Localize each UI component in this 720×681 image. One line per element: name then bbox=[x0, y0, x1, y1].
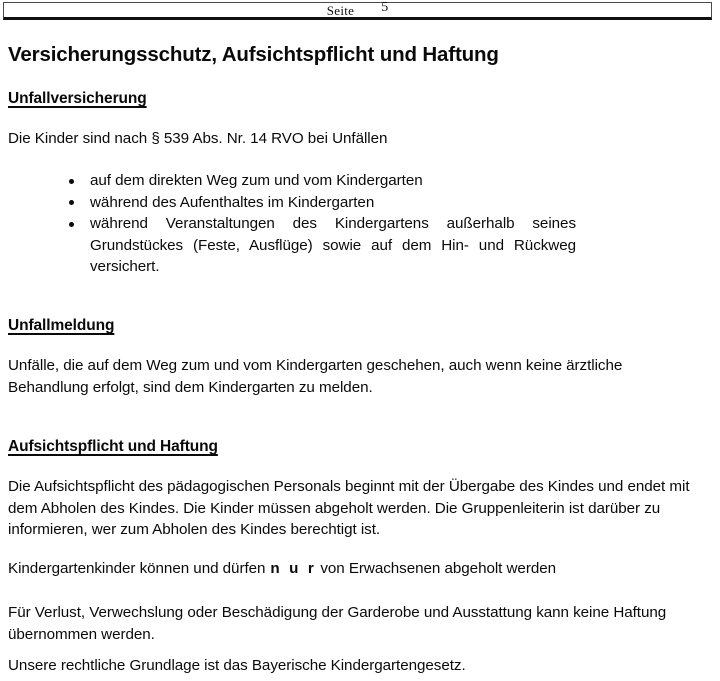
page-title: Versicherungsschutz, Aufsichtspflicht und Haftung bbox=[8, 43, 499, 66]
list-item-label: während des Aufenthaltes im Kindergarten bbox=[90, 193, 375, 211]
list-item bbox=[8, 170, 588, 192]
section-heading-unfallversicherung: Unfallversicherung bbox=[8, 90, 147, 107]
page-header-label: Seite bbox=[326, 2, 355, 18]
bullet-dot-icon bbox=[69, 179, 74, 184]
page-header-box bbox=[3, 2, 712, 20]
paragraph-unfallversicherung-intro: Die Kinder sind nach § 539 Abs. Nr. 14 RVO bei Unfällen bbox=[8, 130, 388, 147]
paragraph-nur-before: Kindergartenkinder können und dürfen bbox=[8, 560, 266, 577]
paragraph-nur-abholung bbox=[8, 558, 708, 580]
emphasis-nur: n u r bbox=[270, 560, 317, 577]
page-number: 5 bbox=[381, 0, 389, 15]
paragraph-rechtliche-grundlage: Unsere rechtliche Grundlage ist das Bayerische Kindergartengesetz. bbox=[8, 657, 466, 674]
list-item-label: auf dem direkten Weg zum und vom Kindergarten bbox=[90, 172, 423, 189]
page-header-content bbox=[4, 0, 711, 18]
list-item-label: während Veranstaltungen des Kindergartens außerhalb seines Grundstückes (Feste, Ausflüge) sowie auf dem Hin- und Rückweg versichert. bbox=[90, 215, 576, 275]
section-heading-unfallmeldung: Unfallmeldung bbox=[8, 317, 115, 334]
paragraph-aufsichtspflicht: Die Aufsichtspflicht des pädagogischen Personals beginnt mit der Übergabe des Kindes und endet mit dem Abholen des Kindes. Die Kinder müssen abgeholt werden. Die Gruppenleiterin ist darüber zu informieren, wer zum Abholen des Kindes berechtigt ist. bbox=[8, 478, 690, 538]
paragraph-verlust-haftung: Für Verlust, Verwechslung oder Beschädigung der Garderobe und Ausstattung kann keine Haftung übernommen werden. bbox=[8, 604, 667, 643]
paragraph-unfallmeldung-body: Unfälle, die auf dem Weg zum und vom Kindergarten geschehen, auch wenn keine ärztliche Behandlung erfolgt, sind dem Kindergarten zu melden. bbox=[8, 357, 623, 396]
list-item bbox=[8, 192, 588, 214]
list-item bbox=[8, 213, 658, 278]
unfallversicherung-bullet-list bbox=[8, 170, 588, 278]
bullet-dot-icon bbox=[69, 222, 74, 227]
paragraph-nur-after: von Erwachsenen abgeholt werden bbox=[320, 560, 557, 577]
bullet-dot-icon bbox=[69, 200, 74, 205]
section-heading-aufsichtspflicht-und-haftung: Aufsichtspflicht und Haftung bbox=[8, 438, 218, 455]
